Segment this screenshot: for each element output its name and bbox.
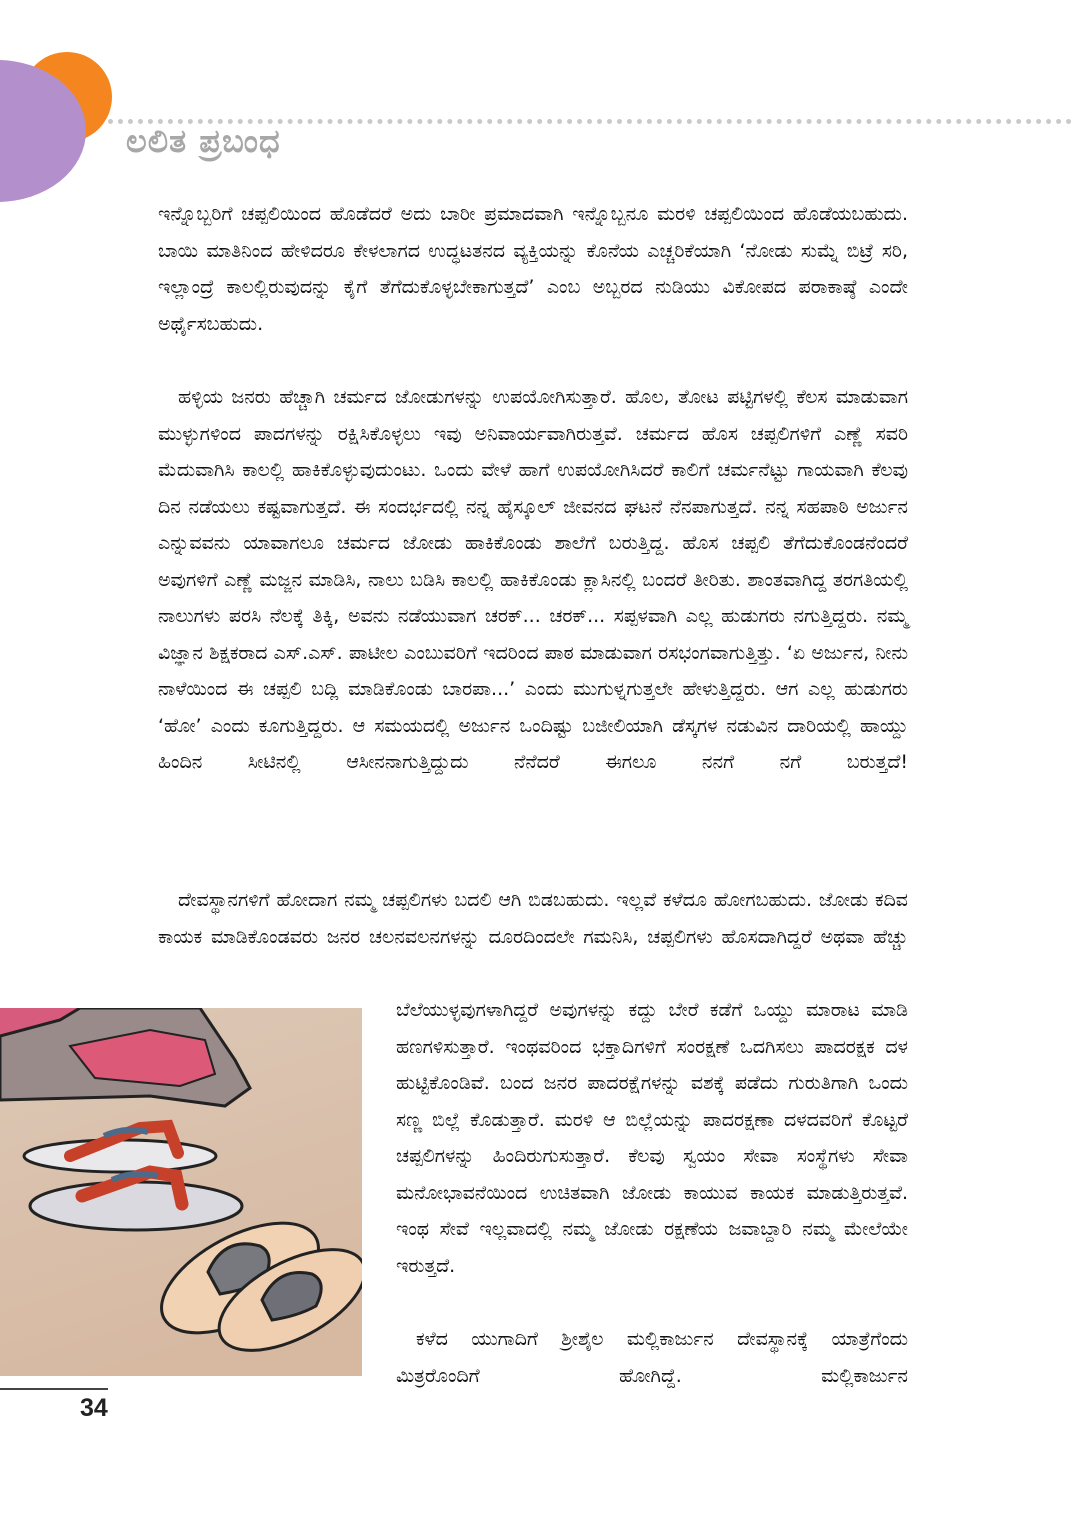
paragraph-3-top: ದೇವಸ್ಥಾನಗಳಿಗೆ ಹೋದಾಗ ನಮ್ಮ ಚಪ್ಪಲಿಗಳು ಬದಲಿ ಆಗಿ ಬಿಡಬಹುದು. ಇಲ್ಲವೆ ಕಳೆದೂ ಹೋಗಬಹುದು. ಜೋಡು ಕದಿವ ಕಾಯಕ ಮಾಡಿಕೊಂಡವರು ಜನರ ಚಲನವಲನಗಳನ್ನು ದೂರದಿಂದಲೇ ಗಮನಿಸಿ, ಚಪ್ಪಲಿಗಳು ಹೊಸದಾಗಿದ್ದರೆ ಅಥವಾ ಹೆಚ್ಚು <box>158 889 908 948</box>
paragraph-1: ಇನ್ನೊಬ್ಬರಿಗೆ ಚಪ್ಪಲಿಯಿಂದ ಹೊಡೆದರೆ ಅದು ಬಾರೀ ಪ್ರಮಾದವಾಗಿ ಇನ್ನೊಬ್ಬನೂ ಮರಳಿ ಚಪ್ಪಲಿಯಿಂದ ಹೊಡೆಯಬಹುದು. ಬಾಯಿ ಮಾತಿನಿಂದ ಹೇಳಿದರೂ ಕೇಳಲಾಗದ ಉದ್ಧಟತನದ ವ್ಯಕ್ತಿಯನ್ನು ಕೊನೆಯ ಎಚ್ಚರಿಕೆಯಾಗಿ ‘ನೋಡು ಸುಮ್ನೆ ಬಿಟ್ರೆ ಸರಿ, ಇಲ್ಲಾಂದ್ರೆ ಕಾಲಲ್ಲಿರುವುದನ್ನು ಕೈಗೆ ತೆಗೆದುಕೊಳ್ಳಬೇಕಾಗುತ್ತದೆ’ ಎಂಬ ಅಬ್ಬರದ ನುಡಿಯು ವಿಕೋಪದ ಪರಾಕಾಷ್ಠೆ ಎಂದೇ ಅರ್ಥೈಸಬಹುದು. <box>158 203 908 335</box>
page-number: 34 <box>80 1394 108 1422</box>
section-title: ಲಲಿತ ಪ್ರಬಂಧ <box>126 122 281 160</box>
paragraph-4: ಕಳೆದ ಯುಗಾದಿಗೆ ಶ್ರೀಶೈಲ ಮಲ್ಲಿಕಾರ್ಜುನ ದೇವಸ್ಥಾನಕ್ಕೆ ಯಾತ್ರೆಗೆಂದು ಮಿತ್ರರೊಂದಿಗೆ ಹೋಗಿದ್ದೆ. ಮಲ್ಲಿಕಾರ್ಜುನ <box>396 1328 908 1387</box>
paragraph-2: ಹಳ್ಳಿಯ ಜನರು ಹೆಚ್ಚಾಗಿ ಚರ್ಮದ ಜೋಡುಗಳನ್ನು ಉಪಯೋಗಿಸುತ್ತಾರೆ. ಹೊಲ, ತೋಟ ಪಟ್ಟಿಗಳಲ್ಲಿ ಕೆಲಸ ಮಾಡುವಾಗ ಮುಳ್ಳುಗಳಿಂದ ಪಾದಗಳನ್ನು ರಕ್ಷಿಸಿಕೊಳ್ಳಲು ಇವು ಅನಿವಾರ್ಯವಾಗಿರುತ್ತವೆ. ಚರ್ಮದ ಹೊಸ ಚಪ್ಪಲಿಗಳಿಗೆ ಎಣ್ಣೆ ಸವರಿ ಮೆದುವಾಗಿಸಿ ಕಾಲಲ್ಲಿ ಹಾಕಿಕೊಳ್ಳುವುದುಂಟು. ಒಂದು ವೇಳೆ ಹಾಗೆ ಉಪಯೋಗಿಸಿದರೆ ಕಾಲಿಗೆ ಚರ್ಮನೆಟ್ಟು ಗಾಯವಾಗಿ ಕೆಲವು ದಿನ ನಡೆಯಲು ಕಷ್ಟವಾಗುತ್ತದೆ. ಈ ಸಂದರ್ಭದಲ್ಲಿ ನನ್ನ ಹೈಸ್ಕೂಲ್ ಜೀವನದ ಘಟನೆ ನೆನಪಾಗುತ್ತದೆ. ನನ್ನ ಸಹಪಾಠಿ ಅರ್ಜುನ ಎನ್ನುವವನು ಯಾವಾಗಲೂ ಚರ್ಮದ ಜೋಡು ಹಾಕಿಕೊಂಡು ಶಾಲೆಗೆ ಬರುತ್ತಿದ್ದ. ಹೊಸ ಚಪ್ಪಲಿ ತೆಗೆದುಕೊಂಡನೆಂದರೆ ಅವುಗಳಿಗೆ ಎಣ್ಣೆ ಮಜ್ಜನ ಮಾಡಿಸಿ, ನಾಲು ಬಡಿಸಿ ಕಾಲಲ್ಲಿ ಹಾಕಿಕೊಂಡು ಕ್ಲಾಸಿನಲ್ಲಿ ಬಂದರೆ ತೀರಿತು. ಶಾಂತವಾಗಿದ್ದ ತರಗತಿಯಲ್ಲಿ ನಾಲುಗಳು ಪರಸಿ ನೆಲಕ್ಕೆ ತಿಕ್ಕಿ, ಅವನು ನಡೆಯುವಾಗ ಚರಕ್... ಚರಕ್... ಸಪ್ಪಳವಾಗಿ ಎಲ್ಲ ಹುಡುಗರು ನಗುತ್ತಿದ್ದರು. ನಮ್ಮ ವಿಜ್ಞಾನ ಶಿಕ್ಷಕರಾದ ಎಸ್.ಎಸ್. ಪಾಟೀಲ ಎಂಬುವರಿಗೆ ಇದರಿಂದ ಪಾಠ ಮಾಡುವಾಗ ರಸಭಂಗವಾಗುತ್ತಿತ್ತು. ‘ಏ ಅರ್ಜುನ, ನೀನು ನಾಳೆಯಿಂದ ಈ ಚಪ್ಪಲಿ ಬದ್ಲಿ ಮಾಡಿಕೊಂಡು ಬಾರಪಾ...’ ಎಂದು ಮುಗುಳ್ನಗುತ್ತಲೇ ಹೇಳುತ್ತಿದ್ದರು. ಆಗ ಎಲ್ಲ ಹುಡುಗರು ‘ಹೋ’ ಎಂದು ಕೂಗುತ್ತಿದ್ದರು. ಆ ಸಮಯದಲ್ಲಿ ಅರ್ಜುನ ಒಂದಿಷ್ಟು ಬಜೀಲಿಯಾಗಿ ಡೆಸ್ಕಗಳ ನಡುವಿನ ದಾರಿಯಲ್ಲಿ ಹಾಯ್ದು ಹಿಂದಿನ ಸೀಟಿನಲ್ಲಿ ಆಸೀನನಾಗುತ್ತಿದ್ದುದು ನೆನೆದರೆ ಈಗಲೂ ನನಗೆ ನಗೆ ಬರುತ್ತದೆ! <box>158 386 908 773</box>
paragraph-3-bottom: ಬೆಲೆಯುಳ್ಳವುಗಳಾಗಿದ್ದರೆ ಅವುಗಳನ್ನು ಕದ್ದು ಬೇರೆ ಕಡೆಗೆ ಒಯ್ದು ಮಾರಾಟ ಮಾಡಿ ಹಣಗಳಿಸುತ್ತಾರೆ. ಇಂಥವರಿಂದ ಭಕ್ತಾದಿಗಳಿಗೆ ಸಂರಕ್ಷಣೆ ಒದಗಿಸಲು ಪಾದರಕ್ಷಕ ದಳ ಹುಟ್ಟಿಕೊಂಡಿವೆ. ಬಂದ ಜನರ ಪಾದರಕ್ಷೆಗಳನ್ನು ವಶಕ್ಕೆ ಪಡೆದು ಗುರುತಿಗಾಗಿ ಒಂದು ಸಣ್ಣ ಬಿಲ್ಲೆ ಕೊಡುತ್ತಾರೆ. ಮರಳಿ ಆ ಬಿಲ್ಲೆಯನ್ನು ಪಾದರಕ್ಷಣಾ ದಳದವರಿಗೆ ಕೊಟ್ಟರೆ ಚಪ್ಪಲಿಗಳನ್ನು ಹಿಂದಿರುಗುಸುತ್ತಾರೆ. ಕೆಲವು ಸ್ವಯಂ ಸೇವಾ ಸಂಸ್ಥೆಗಳು ಸೇವಾ ಮನೋಭಾವನೆಯಿಂದ ಉಚಿತವಾಗಿ ಜೋಡು ಕಾಯುವ ಕಾಯಕ ಮಾಡುತ್ತಿರುತ್ತವೆ. ಇಂಥ ಸೇವೆ ಇಲ್ಲವಾದಲ್ಲಿ ನಮ್ಮ ಜೋಡು ರಕ್ಷಣೆಯ ಜವಾಬ್ದಾರಿ ನಮ್ಮ ಮೇಲೆಯೇ ಇರುತ್ತದೆ. <box>396 999 908 1277</box>
page-number-rule <box>0 1388 108 1390</box>
sandals-illustration <box>0 1008 362 1376</box>
